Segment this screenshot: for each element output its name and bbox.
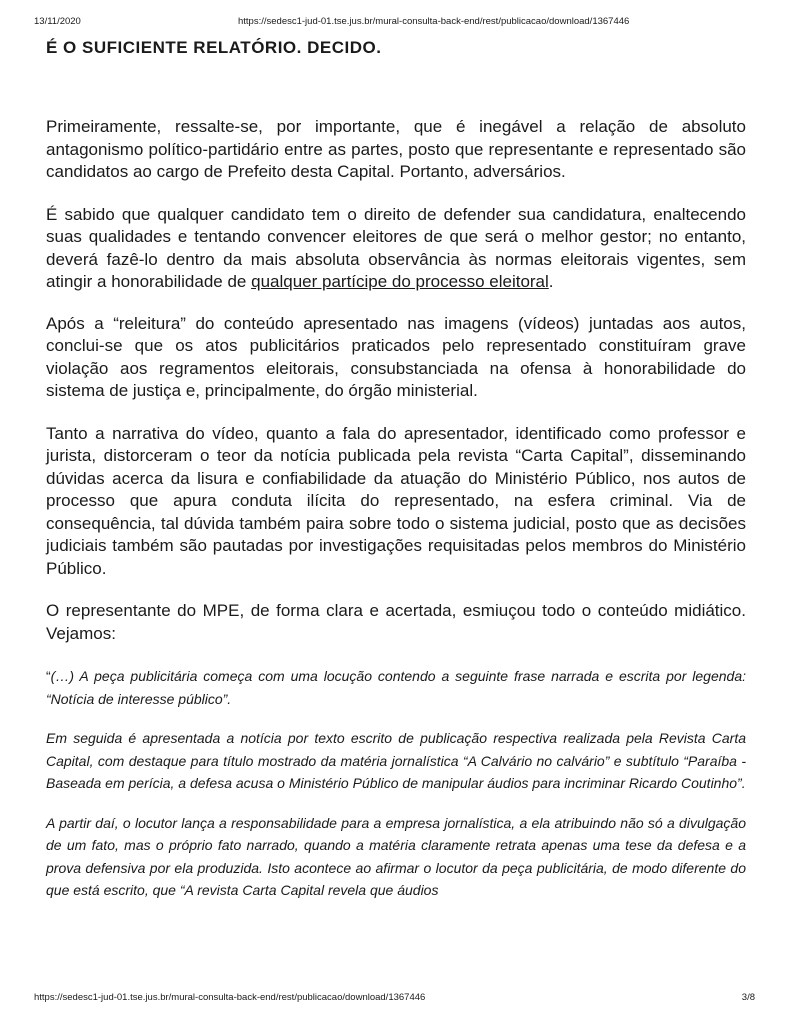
paragraph: O representante do MPE, de forma clara e acertada, esmiuçou todo o conteúdo midiático. Vejamos: xyxy=(46,601,746,643)
print-footer-url: https://sedesc1-jud-01.tse.jus.br/mural-consulta-back-end/rest/publicacao/download/1367446 xyxy=(34,992,426,1003)
paragraph-text: É sabido que qualquer candidato tem o direito de defender sua candidatura, enaltecendo suas qualidades e tentando convencer eleitores de que será o melhor gestor; no entanto, deverá fazê-lo dentro da mais absoluta observância às normas eleitorais vigentes, sem atingir a honorabilidade de xyxy=(46,204,746,291)
paragraph: Após a “releitura” do conteúdo apresentado nas imagens (vídeos) juntadas aos autos, conclui-se que os atos publicitários praticados pelo representado constituíram grave violação aos regramentos eleitorais, consubstanciada na ofensa à honorabilidade do sistema de justiça e, principalmente, do órgão ministerial. xyxy=(46,313,746,400)
quote-text: (…) A peça publicitária começa com uma locução contendo a seguinte frase narrada e escrita por legenda: “Notícia de interesse público”. xyxy=(46,668,746,707)
document-body xyxy=(46,116,746,919)
paragraph xyxy=(46,204,746,294)
underlined-link[interactable]: qualquer partícipe do processo eleitoral xyxy=(251,272,549,291)
quoted-excerpt: Em seguida é apresentada a notícia por texto escrito de publicação respectiva realizada pela Revista Carta Capital, com destaque para título mostrado da matéria jornalística “A Calvário no calvário” e subtítulo “Paraíba - Baseada em perícia, a defesa acusa o Ministério Público de manipular áudios para incriminar Ricardo Coutinho”. xyxy=(46,730,746,791)
open-quote-mark: “ xyxy=(46,668,51,684)
paragraph-text: . xyxy=(548,272,554,291)
page-number: 3/8 xyxy=(741,992,755,1003)
print-header-url: https://sedesc1-jud-01.tse.jus.br/mural-consulta-back-end/rest/publicacao/download/1367446 xyxy=(238,16,630,27)
print-date: 13/11/2020 xyxy=(34,16,81,27)
quoted-excerpt: A partir daí, o locutor lança a responsabilidade para a empresa jornalística, a ela atribuindo não só a divulgação de um fato, mas o próprio fato narrado, quando a matéria claramente retrata apenas uma tese da defesa e a prova defensiva por ela produzida. Isto acontece ao afirmar o locutor da peça publicitária, de modo diferente do que está escrito, que “A revista Carta Capital revela que áudios xyxy=(46,814,746,898)
section-heading: É O SUFICIENTE RELATÓRIO. DECIDO. xyxy=(46,38,382,57)
quoted-excerpt xyxy=(46,665,746,710)
paragraph: Tanto a narrativa do vídeo, quanto a fala do apresentador, identificado como professor e jurista, distorceram o teor da notícia publicada pela revista “Carta Capital”, disseminando dúvidas acerca da lisura e confiabilidade da atuação do Ministério Público, nos autos de processo que apura conduta ilícita do representado, na esfera criminal. Via de consequência, tal dúvida também paira sobre todo o sistema judicial, posto que as decisões judiciais também são pautadas por investigações requisitadas pelos membros do Ministério Público. xyxy=(46,423,746,578)
paragraph: Primeiramente, ressalte-se, por importante, que é inegável a relação de absoluto antagonismo político-partidário entre as partes, posto que representante e representado são candidatos ao cargo de Prefeito desta Capital. Portanto, adversários. xyxy=(46,117,746,181)
